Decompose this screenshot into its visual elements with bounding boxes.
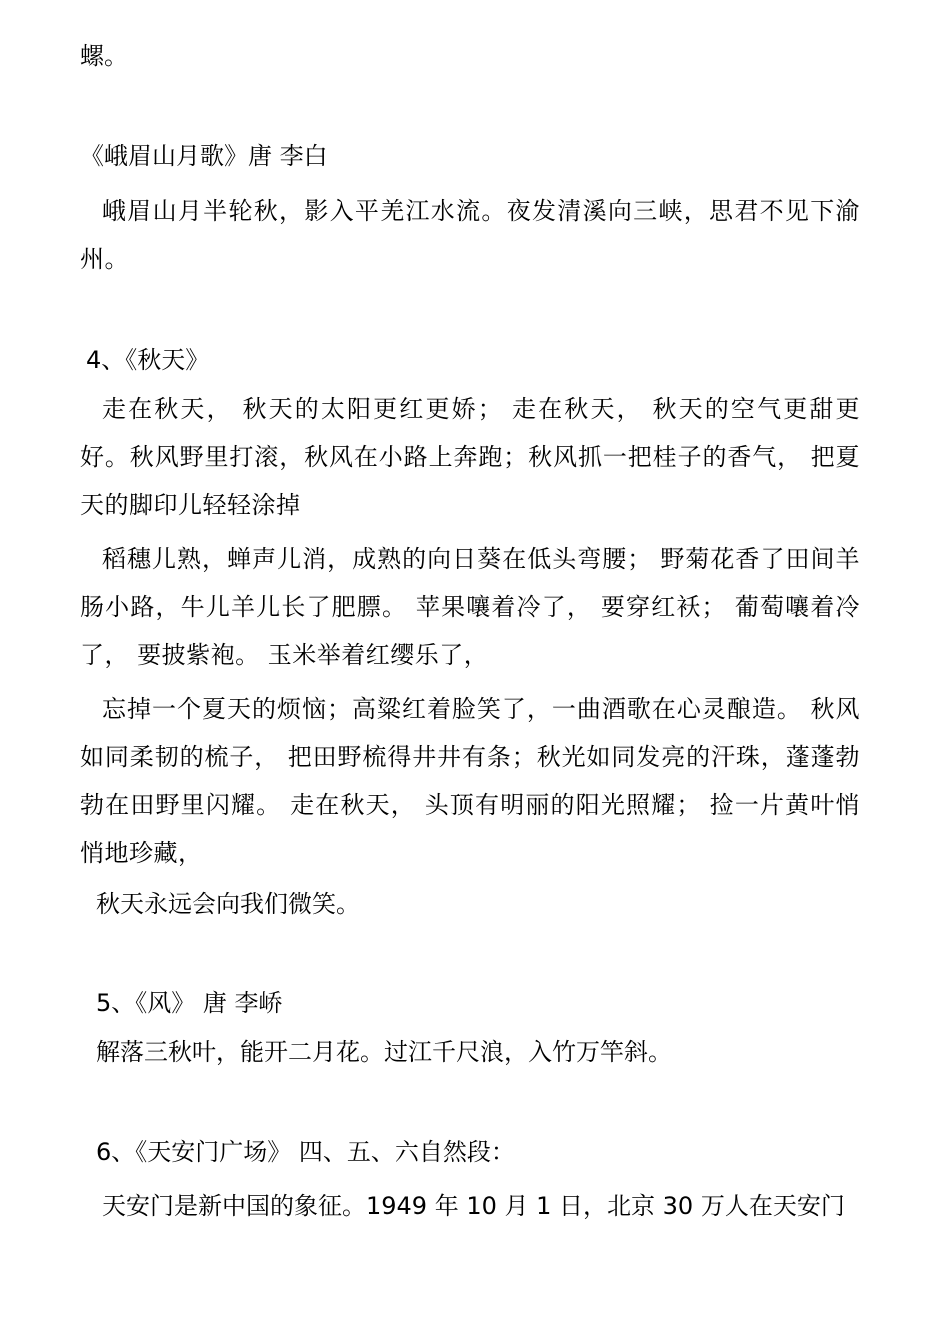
section-5-body: 解落三秋叶，能开二月花。过江千尺浪，入竹万竿斜。: [96, 1038, 672, 1066]
poem-emei-title: 《峨眉山月歌》唐 李白: [80, 142, 328, 170]
section-5-heading: 5、《风》 唐 李峤: [96, 989, 283, 1017]
section-4-heading: 4、《秋天》: [86, 346, 210, 374]
section-6-body: 天安门是新中国的象征。1949 年 10 月 1 日，北京 30 万人在天安门: [102, 1192, 845, 1220]
poem-emei-body: 峨眉山月半轮秋，影入平羌江水流。夜发清溪向三峡，思君不见下渝州。: [80, 197, 860, 273]
fragment-line: 螺。: [80, 42, 128, 70]
section-4-paragraph-2: 稻穗儿熟，蝉声儿消，成熟的向日葵在低头弯腰； 野菊花香了田间羊肠小路，牛儿羊儿长了肥膘。 苹果嚷着冷了， 要穿红袄； 葡萄嚷着冷了， 要披紫袍。 玉米举着红缨乐了，: [80, 545, 860, 669]
section-4-paragraph-1: 走在秋天， 秋天的太阳更红更娇； 走在秋天， 秋天的空气更甜更好。秋风野里打滚，秋风在小路上奔跑；秋风抓一把桂子的香气， 把夏天的脚印儿轻轻涂掉: [80, 395, 860, 519]
section-4-paragraph-3: 忘掉一个夏天的烦恼；高粱红着脸笑了，一曲酒歌在心灵酿造。 秋风如同柔韧的梳子， 把田野梳得井井有条；秋光如同发亮的汗珠，蓬蓬勃勃在田野里闪耀。 走在秋天， 头顶有明丽的阳光照耀； 捡一片黄叶悄悄地珍藏，: [80, 695, 860, 867]
section-4-closing: 秋天永远会向我们微笑。: [96, 890, 360, 918]
section-6-heading: 6、《天安门广场》 四、五、六自然段：: [96, 1138, 515, 1166]
